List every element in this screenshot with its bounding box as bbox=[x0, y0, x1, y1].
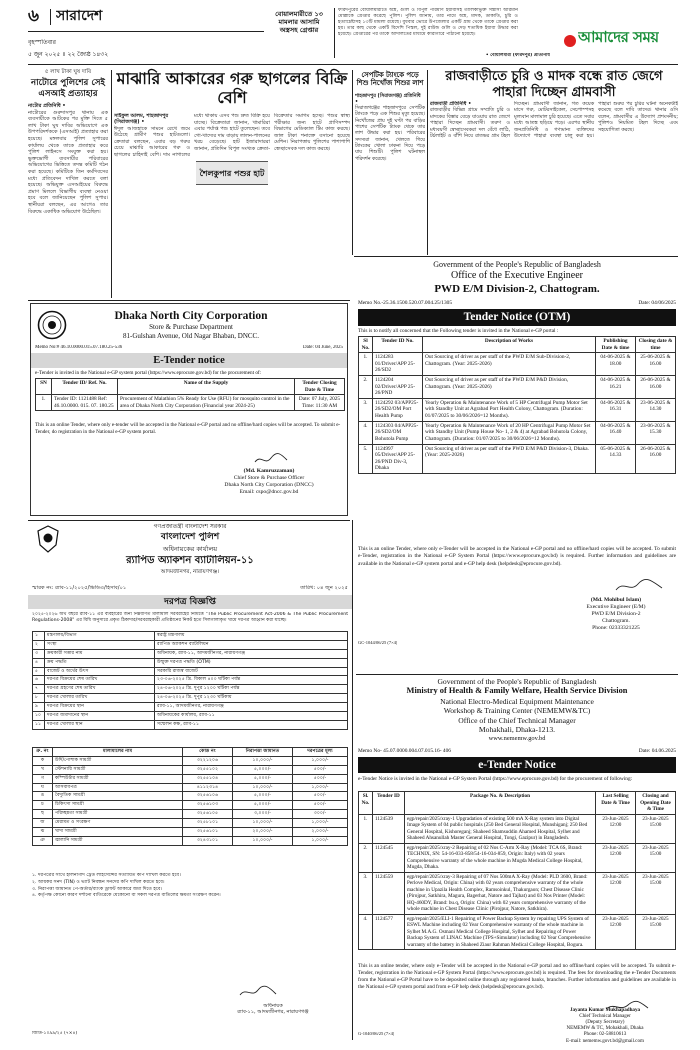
rab-gov: গণপ্রজাতন্ত্রী বাংলাদেশ সরকার bbox=[153, 523, 227, 530]
dncc-col-supply: Name of the Supply bbox=[118, 379, 295, 395]
pwd-date: Date: 04/06/2025 bbox=[638, 300, 676, 306]
rab-info-value: র‍্যাব-১১, আদমজীনগর, নারায়ণগঞ্জ bbox=[155, 703, 348, 712]
nemew-row-id: 1124545 bbox=[373, 843, 405, 872]
septic-headline: সেপটিক ট্যাংকে পড়ে শিশু নিখোঁজ শিশুর লাশ bbox=[356, 71, 424, 88]
pwd-signer-phone: Phone: 02333321225 bbox=[592, 624, 640, 631]
dncc-tender-notice bbox=[30, 303, 348, 516]
dncc-emblem-icon bbox=[37, 310, 67, 340]
issue-date: ৫ জুন ২০২৫ ॥ ২২ জ্যৈষ্ঠ ১৪৩২ bbox=[28, 51, 109, 58]
pwd-title: Tender Notice (OTM) bbox=[358, 309, 676, 326]
pwd-row-pub: 04-06-2025 & 18.00 bbox=[596, 353, 636, 376]
dncc-row-closing: Date: 07 July, 2025 Time: 11:30 AM bbox=[295, 395, 345, 411]
rajbari-body: রাজবাড়ীর বিভিন্ন গ্রামে সম্প্রতি চুরি ও মাদকের বিস্তার বেড়ে যাওয়ায় রাত জেগে পাহারা দিচ্ছেন গ্রামবাসী। তরুণ ও মধ্যবয়সী স্বেচ্ছাসেবকরা দল বেঁধে লাঠি, টর্চলাইট ও বাঁশি নিয়ে রাতভর গ্রাম টহল দিচ্ছেন। গ্রামবাসী জানান, গত কয়েক মাসে গরু, মোটরসাইকেল, সেচপাম্পসহ মূল্যবান মালামাল চুরি হয়েছে। এতে সবার মধ্যে আতঙ্ক ছড়িয়ে পড়ে। এরপর স্থানীয় জনপ্রতিনিধি ও গণ্যমান্য ব্যক্তিদের উদ্যোগে পাহারা ব্যবস্থা চালু করা হয়। পাহারা শুরুর পর চুরির ঘটনা অনেকটাই কমেছে বলে দাবি তাদের। থানার ওসি বলেন, গ্রামবাসীর এ উদ্যোগ প্রশংসনীয়; পুলিশও নিয়মিত টহল দিচ্ছে এবং সহযোগিতা করছে। bbox=[430, 101, 678, 140]
nemew-row-desc: egp/repair/2025/ELI-1 Repairing of Power Backup System by repairing UPS System of ESWL Machine including 02 Year Comprehensive warranty of the whole machine in Sylhet M.A.G. Osmani Medical College Hospital, Sylhet and Repairing of Power Backup System of LINAC Machine (TPS+Simulator) including 02 Year Comprehensive warranty of the battery in Shaheed Ziaur Rahman Medical College Hospital, Bogura. bbox=[405, 914, 596, 950]
table-row bbox=[33, 827, 348, 836]
nemew-row-id: 1124559 bbox=[373, 872, 405, 914]
section-name: সারাদেশ bbox=[56, 8, 103, 24]
nemew-row-id: 1124577 bbox=[373, 914, 405, 950]
table-row bbox=[33, 667, 348, 676]
pwd-gov: Government of the People's Republic of Bangladesh bbox=[433, 260, 601, 269]
rab-item-code: ৩২৫৬১০৫ bbox=[183, 810, 233, 819]
pwd-row-sl: 2. bbox=[359, 376, 373, 399]
brief-body: ফরিদপুরের বোয়ালমারীতে অস্ত্র, গুলি ও বিপুল পরিমাণ ইয়াবাসহ তালিকাভুক্ত সন্ত্রাসী আরমান মোল্লাকে গ্রেপ্তার করেছে পুলিশ। পুলিশ জানায়, তার নামে অস্ত্র, মাদক, ডাকাতি, চুরি ও হত্যাচেষ্টাসহ ১৩টি মামলা রয়েছে। বুধবার ভোরে উপজেলার একটি গ্রাম থেকে তাকে গ্রেপ্তার করা হয়। তার কাছ থেকে একটি বিদেশি পিস্তল, দুই রাউন্ড গুলি ও দেড় শতাধিক ইয়াবা উদ্ধার করা হয়েছে। গ্রেপ্তারের পর তাকে আদালতের মাধ্যমে কারাগারে পাঠানো হয়েছে। bbox=[338, 8, 518, 38]
nemew-date: Date: 04.06.2025 bbox=[638, 748, 676, 754]
rab-info-label: দরপত্র জমাদানের স্থান bbox=[45, 711, 155, 720]
pwd-row-desc: Out Sourcing of driver as per staff of the PWD E/M P&D Division, Chattogram. (Year: 2025-2026) bbox=[423, 376, 596, 399]
dncc-dept: Store & Purchase Department bbox=[149, 323, 233, 331]
rab-memo: স্মারক নং: র‍্যাব-১১/২০২৫/ভিডিএ/হিসাব/০১ bbox=[32, 585, 127, 591]
rab-col-num: ক্র. নং bbox=[33, 748, 53, 757]
rab-note: ২. আয়কর সনদ (TIN) ও ভ্যাট নিবন্ধন সনদের কপি দাখিল করতে হবে। bbox=[32, 879, 165, 885]
rab-info-label: সংস্থা bbox=[45, 640, 155, 649]
rab-item-price: ৫০০/- bbox=[293, 792, 348, 801]
rab-item-code: ৪১১২৩১৪ bbox=[183, 783, 233, 792]
pwd-row-desc: Out Sourcing of driver as per staff of the PWD E/M P&D Division-3, Dhaka. (Year: 2025-2026) bbox=[423, 444, 596, 473]
rab-code: জিডি-১০৯৯/২৫ (৭×৪) bbox=[32, 1031, 78, 1036]
rab-info-value: ২৪-০৬-২০২৫ খ্রি. দুপুর ১২৩০ ঘটিকায় bbox=[155, 694, 348, 703]
table-row bbox=[33, 640, 348, 649]
rab-item-code: ৩২৫৫১০২ bbox=[183, 765, 233, 774]
rab-item-name: জ্বালানি সামগ্রী bbox=[53, 836, 183, 845]
rab-info-value: ২৩-০৬-২০২৫ খ্রি. বিকাল ৪০০ ঘটিকা পর্যন্ত bbox=[155, 676, 348, 685]
table-row bbox=[33, 649, 348, 658]
nemew-web: www.nememw.gov.bd bbox=[488, 734, 546, 742]
nemew-signer-name: Jayanta Kumar Mukhapadhaya bbox=[569, 1007, 641, 1013]
rab-info-table bbox=[32, 631, 348, 730]
pwd-row-close: 26-06-2025 & 16.00 bbox=[636, 444, 676, 473]
pwd-col-desc: Description of Works bbox=[423, 337, 596, 353]
dncc-row-sn: 1. bbox=[36, 395, 52, 411]
rab-item-code: ৩২২১২০৬ bbox=[183, 756, 233, 765]
logo-text: আমাদের সময় bbox=[578, 28, 659, 46]
newspaper-logo bbox=[560, 20, 678, 60]
nemew-title: e-Tender Notice bbox=[358, 757, 676, 773]
table-row bbox=[33, 765, 348, 774]
rab-item-name: উর্দি/পোশাক সামগ্রী bbox=[53, 756, 183, 765]
pwd-row-close: 23-06-2025 & 14.30 bbox=[636, 398, 676, 421]
pwd-table bbox=[358, 336, 676, 474]
rab-info-num: ৩ bbox=[33, 649, 45, 658]
pwd-row-sl: 3. bbox=[359, 398, 373, 421]
table-row bbox=[33, 720, 348, 729]
rab-info-num: ১ bbox=[33, 632, 45, 641]
rajbari-byline: রাজবাড়ী প্রতিনিধি • bbox=[430, 101, 472, 107]
rab-item-num: খ bbox=[33, 765, 53, 774]
pwd-row-pub: 05-06-2025 & 14.33 bbox=[596, 444, 636, 473]
table-row bbox=[33, 792, 348, 801]
pwd-row-desc: Out Sourcing of driver as per staff of the PWD E/M Sub-Division-2, Chattogram. (Year: 2025-2026) bbox=[423, 353, 596, 376]
rab-info-num: ৮ bbox=[33, 694, 45, 703]
dncc-intro: e-Tender is invited in the National e-GP system portal (https://www.eprocure.gov.bd) for the procurement of: bbox=[35, 370, 262, 376]
rab-info-label: ক্রয় পদ্ধতি bbox=[45, 658, 155, 667]
natore-headline: নাটোরে পুলিশের সেই এসআই প্রত্যাহার bbox=[30, 77, 105, 99]
nemew-center-1: National Electro-Medical Equipment Maintenance bbox=[440, 696, 594, 706]
rab-item-price: ১,০০০/- bbox=[293, 819, 348, 828]
nemew-row-sell: 23-Jun-2025 12:00 bbox=[596, 843, 636, 872]
rab-info-num: ৯ bbox=[33, 703, 45, 712]
rab-info-value: স্বরাষ্ট্র মন্ত্রণালয় bbox=[155, 632, 348, 641]
dncc-row-supply: Procurement of Malathion 5% Ready for Use (RFU) for mosquito control in the area of Dhaka North City Corporation (Financial year 2024-25) bbox=[118, 395, 295, 411]
rab-place: আদমজীনগর, নারায়ণগঞ্জ। bbox=[160, 569, 220, 575]
nemew-gov: Government of the People's Republic of Bangladesh bbox=[437, 677, 597, 686]
brief-headline-line-3: অস্ত্রসহ গ্রেপ্তার bbox=[279, 26, 319, 35]
table-row bbox=[33, 711, 348, 720]
issue-day: বৃহস্পতিবার bbox=[28, 39, 56, 46]
table-row bbox=[359, 398, 676, 421]
rab-info-value: অধিনায়ক, র‍্যাব-১১, আদমজীনগর, নারায়ণগঞ্জ bbox=[155, 649, 348, 658]
rab-item-price: ৫০০/- bbox=[293, 765, 348, 774]
rab-items-table bbox=[32, 747, 348, 846]
nemew-row-close: 23-Jun-2025 15:00 bbox=[636, 872, 676, 914]
table-row bbox=[36, 395, 345, 411]
dncc-org: Dhaka North City Corporation bbox=[114, 310, 268, 322]
pwd-col-sl: Sl No. bbox=[359, 337, 373, 353]
rab-item-price: ১,০০০/- bbox=[293, 783, 348, 792]
nemew-row-sl: 4. bbox=[359, 914, 373, 950]
rab-info-num: ৭ bbox=[33, 685, 45, 694]
rab-item-security: ৫,০০০/- bbox=[233, 765, 293, 774]
rab-col-code: কোড নং bbox=[183, 748, 233, 757]
rab-info-num: ১১ bbox=[33, 720, 45, 729]
rab-item-price: ১,০০০/- bbox=[293, 836, 348, 845]
rab-info-label: দরপত্র গ্রহণের শেষ তারিখ bbox=[45, 685, 155, 694]
nemew-row-sell: 23-Jun-2025 12:00 bbox=[596, 814, 636, 843]
dncc-col-sn: SN bbox=[36, 379, 52, 395]
table-row bbox=[359, 872, 676, 914]
nemew-col-desc: Package No. & Description bbox=[405, 792, 596, 815]
rab-item-code: ৩২৪৩১০১ bbox=[183, 836, 233, 845]
nemew-row-desc: egp/repair/2025/xray-1 Upgradation of existing 500 mA X-Ray system into Digital Image System of 04 public hospitals (250 Bed General Hospital, Munshiganj; 250 Bed General Hospital, Kishoreganj; Shaheed Shamsuddin Ahamed Hospital, Sylhet and Shaheed Ahsanullah Master General Hospital, Tongi, Gazipur) in Bangladesh. bbox=[405, 814, 596, 843]
dncc-row-ref: Tender ID: 1121488 Ref: 46.10.0000. 015. 07. 180.25 bbox=[52, 395, 118, 411]
rab-item-price: ৫০০/- bbox=[293, 774, 348, 783]
table-row bbox=[33, 676, 348, 685]
rab-item-price: ২,০০০/- bbox=[293, 827, 348, 836]
rab-item-security: ১০,০০০/- bbox=[233, 819, 293, 828]
pwd-signer-div: PWD E/M Division-2 bbox=[591, 610, 641, 617]
nemew-memo: Memo No- 45.07.0000.004.07.015.16- 406 bbox=[358, 748, 451, 754]
story-rajbari bbox=[430, 67, 678, 257]
nemew-row-close: 23-Jun-2025 15:00 bbox=[636, 814, 676, 843]
nemew-row-sl: 3. bbox=[359, 872, 373, 914]
rab-item-price: ৩০০/- bbox=[293, 810, 348, 819]
story-natore bbox=[28, 67, 108, 302]
rab-police: বাংলাদেশ পুলিশ bbox=[160, 532, 220, 542]
nemew-row-close: 23-Jun-2025 15:00 bbox=[636, 914, 676, 950]
natore-kicker: ৫ লাখ টাকা ঘুষ দাবি bbox=[44, 69, 92, 75]
pwd-row-close: 26-06-2025 & 16.00 bbox=[636, 376, 676, 399]
rab-info-label: দরপত্র খোলার তারিখ bbox=[45, 694, 155, 703]
rab-item-name: খাদ্য সামগ্রী bbox=[53, 827, 183, 836]
rab-item-security: ১০,০০০/- bbox=[233, 783, 293, 792]
rab-item-name: কম্পিউটার সামগ্রী bbox=[53, 774, 183, 783]
pwd-col-pub: Publishing Date & time bbox=[596, 337, 636, 353]
table-row bbox=[33, 694, 348, 703]
rab-item-code: ৩২৫৬১০৩ bbox=[183, 801, 233, 810]
cattle-body: ঈদুল আজহাকে সামনে রেখে জমে উঠেছে গ্রামীণ পশুর হাটগুলো। ক্রেতারা বলছেন, এবার বড় গরুর চেয়ে মাঝারি আকারের গরু ও ছাগলের চাহিদাই বেশি। দাম নাগালের মধ্যে থাকায় এসব পশু দ্রুত বিক্রি হয়ে যাচ্ছে। বিক্রেতারা জানান, খামারিরা এবার পর্যাপ্ত পশু হাটে তুলেছেন। তবে গো-খাদ্যের দাম বাড়ায় লালন-পালনের খরচ বেড়েছে। হাট ইজারাদাররা জানান, প্রতিদিন বিপুল সংখ্যক ক্রেতা-বিক্রেতার সমাগম হচ্ছে। পশুর স্বাস্থ্য পরীক্ষার জন্য হাটে প্রাণিসম্পদ বিভাগের মেডিক্যাল টিম কাজ করছে। জাল টাকা শনাক্তে বসানো হয়েছে মেশিন। নিরাপত্তায় পুলিশের পাশাপাশি স্বেচ্ছাসেবক দল কাজ করছে। bbox=[114, 113, 350, 158]
pwd-row-close: 25-06-2025 & 16.00 bbox=[636, 353, 676, 376]
pwd-row-sl: 4. bbox=[359, 421, 373, 444]
dncc-signer-name: (Md. Kamruzzaman) bbox=[243, 468, 295, 474]
rab-item-name: বৈদ্যুতিক সামগ্রী bbox=[53, 792, 183, 801]
rab-tender-notice bbox=[28, 523, 352, 1045]
nemew-col-close: Closing and Opening Date & Time bbox=[636, 792, 676, 815]
table-row bbox=[33, 836, 348, 845]
rab-info-num: ৪ bbox=[33, 658, 45, 667]
pwd-row-id: 1124292 03/APP25-26/SD2/OM Port Health Pump bbox=[373, 398, 423, 421]
nemew-col-sl: Sl. No. bbox=[359, 792, 373, 815]
pwd-row-desc: Yearly Operation & Maintenance Work of 5 HP Centrifugal Pump Motor Set with Standby Unit at Agrabad Port Health Colony, Chattogram. (Duration: 01/07/2025 to 30/06/2026=12 Months). bbox=[423, 398, 596, 421]
dncc-signature bbox=[253, 452, 289, 466]
cattle-inset-box bbox=[196, 161, 268, 185]
rab-info-value: র‍্যাপিড অ্যাকশন ব্যাটালিয়ন bbox=[155, 640, 348, 649]
pwd-col-close: Closing date & time bbox=[636, 337, 676, 353]
brief-byline: • বোয়ালমারী (ফরিদপুর) প্রতিনিধি bbox=[485, 53, 550, 58]
brief-headline-line-1: বোয়ালমারীতে ১৩ bbox=[275, 10, 323, 18]
rab-info-value: ২৪-০৬-২০২৫ খ্রি. দুপুর ১২০০ ঘটিকা পর্যন্ত bbox=[155, 685, 348, 694]
nemew-signer-phone: Phone: 02-58810613 bbox=[583, 1031, 627, 1038]
rab-note: ৪. কর্তৃপক্ষ কোনো কারণ দর্শানো ব্যতিরেকে যেকোনো বা সকল দরপত্র বাতিলের ক্ষমতা সংরক্ষণ করেন। bbox=[32, 893, 221, 899]
rab-item-name: আসবাবপত্র bbox=[53, 783, 183, 792]
dncc-table bbox=[35, 378, 345, 411]
rab-item-num: ঝ bbox=[33, 827, 53, 836]
pwd-row-pub: 04-06-2025 & 16.40 bbox=[596, 421, 636, 444]
rab-info-num: ২ bbox=[33, 640, 45, 649]
dncc-signer-org: Dhaka North City Corporation (DNCC) bbox=[224, 481, 314, 488]
dncc-signer-title: Chief Store & Purchase Officer bbox=[233, 474, 305, 481]
pwd-row-pub: 04-06-2025 & 16.31 bbox=[596, 398, 636, 421]
brief-headline-line-2: মামলার আসামি bbox=[278, 18, 320, 27]
pwd-col-id: Tender ID No. bbox=[373, 337, 423, 353]
natore-body: নাটোরের গুরুদাসপুর থানায় এক ব্যবসায়ীকে আটকের পর মুক্তি দিতে ৫ লাখ টাকা ঘুষ দাবির অভিযোগে এক উপপরিদর্শককে (এসআই) প্রত্যাহার করা হয়েছে। মঙ্গলবার পুলিশ সুপারের কার্যালয় থেকে তাকে প্রত্যাহার করে পুলিশ লাইনসে সংযুক্ত করা হয়। ভুক্তভোগী ব্যবসায়ীর পরিবারের অভিযোগের ভিত্তিতে তদন্ত কমিটি গঠন করা হয়েছে। কমিটিকে তিন কর্মদিবসের মধ্যে প্রতিবেদন দাখিল করতে বলা হয়েছে। অভিযুক্ত এসআইয়ের বিরুদ্ধে প্রমাণ মিললে বিভাগীয় ব্যবস্থা নেওয়া হবে বলে জানিয়েছেন পুলিশ সুপার। স্থানীয়রা বলছেন, এর আগেও তার বিরুদ্ধে একাধিক অভিযোগ উঠেছিল। bbox=[28, 109, 108, 215]
rab-info-value: সরকারি রাজস্ব বাজেট bbox=[155, 667, 348, 676]
pwd-memo: Memo No.-25.36.1500.520.07.004.25/1305 bbox=[358, 300, 453, 306]
rab-office: অধিনায়কের কার্যালয় bbox=[162, 545, 218, 553]
table-row bbox=[33, 703, 348, 712]
table-row bbox=[359, 421, 676, 444]
rab-info-label: ক্রয়কারী সত্তার নাম bbox=[45, 649, 155, 658]
nemew-signer-deputy: (Deputy Secretary) bbox=[585, 1019, 625, 1026]
rab-info-value: উন্মুক্ত দরপত্র পদ্ধতি (OTM) bbox=[155, 658, 348, 667]
nemew-tender-notice bbox=[356, 677, 678, 1045]
nemew-col-sell: Last Selling Date & Time bbox=[596, 792, 636, 815]
page-number: ৬ bbox=[28, 6, 40, 26]
cattle-headline: মাঝারি আকারের গরু ছাগলের বিক্রি বেশি bbox=[116, 69, 348, 108]
rab-date: তারিখ: ০৪ জুন ২০২৫ bbox=[300, 585, 348, 591]
rab-item-name: পরিচ্ছন্নতা সামগ্রী bbox=[53, 810, 183, 819]
pwd-row-id: 1124204 02/Driver/APP 25-26/PND bbox=[373, 376, 423, 399]
pwd-signer-name: (Md. Mohibul Islam) bbox=[590, 597, 642, 603]
table-row bbox=[33, 658, 348, 667]
table-row bbox=[33, 685, 348, 694]
dncc-address: 81-Gulshan Avenue, Old Nagar Bhaban, DNCC. bbox=[123, 332, 259, 340]
pwd-row-sl: 5. bbox=[359, 444, 373, 473]
rab-item-price: ১,০০০/- bbox=[293, 756, 348, 765]
nemew-signer-email: E-mail: nememw.govt.bd@gmail.com bbox=[566, 1037, 644, 1044]
rab-signature bbox=[238, 985, 278, 999]
nemew-row-sell: 23-Jun-2025 12:00 bbox=[596, 914, 636, 950]
dncc-col-ref: Tender ID/ Ref. No. bbox=[52, 379, 118, 395]
top-brief-headline bbox=[266, 10, 332, 54]
rab-info-value: অধিনায়কের কার্যালয়, র‍্যাব-১১ bbox=[155, 711, 348, 720]
rab-info-value: সম্মেলন কক্ষ, র‍্যাব-১১ bbox=[155, 720, 348, 729]
nemew-row-desc: egp/repair/2025/xray-3 Repairing of 07 Nos 500mA X-Ray (Model: PLD 3600, Brand: Perlove Medical, Origin: China) with 02 years comprehensive warranty of the whole machine in Upazila Health Complex, Ramsoinkul, Thakurgaon; Chest Disease Clinic (Pirojpur, Satkhira, Magura, Bagerhat, Natore and Tajhat) and 03 Nos Printer (Model: HQ-460DY, Brand: bu.q, Origin: China) with 02 years comprehensive warranty of the whole machine in Chest Disease Clinic (Pirojpur, Natore, Satkhira). bbox=[405, 872, 596, 914]
nemew-center-2: Workshop & Training Center (NEMEMW&TC) bbox=[443, 706, 591, 716]
story-septic bbox=[355, 67, 425, 257]
cattle-byline: সাইফুল আলম, শাহজাদপুর (সিরাজগঞ্জ) • bbox=[114, 113, 169, 126]
rab-item-num: চ bbox=[33, 801, 53, 810]
table-row bbox=[33, 801, 348, 810]
nemew-col-id: Tender ID bbox=[373, 792, 405, 815]
nemew-code: G-1040/06/25 (7×4) bbox=[358, 1031, 395, 1036]
cattle-inset-label: শৈলকুপার পশুর হাট bbox=[199, 169, 265, 178]
masthead bbox=[28, 6, 264, 66]
pwd-office: Office of the Executive Engineer bbox=[451, 270, 583, 281]
rab-item-security: ২০,০০০/- bbox=[233, 827, 293, 836]
rab-col-security: নিরাপত্তা জামানত bbox=[233, 748, 293, 757]
rab-info-num: ৬ bbox=[33, 676, 45, 685]
rab-item-num: ঞ bbox=[33, 836, 53, 845]
pwd-signer-title: Executive Engineer (E/M) bbox=[586, 603, 646, 610]
table-row bbox=[359, 843, 676, 872]
rab-item-name: চিকিৎসা সামগ্রী bbox=[53, 801, 183, 810]
nemew-table bbox=[358, 791, 676, 950]
nemew-row-sl: 2. bbox=[359, 843, 373, 872]
rab-unit: র‍্যাপিড অ্যাকশন ব্যাটালিয়ন-১১ bbox=[126, 555, 254, 566]
septic-body: সিরাজগঞ্জের শাহজাদপুরে সেপটিক ট্যাংকে পড়ে এক শিশুর মৃত্যু হয়েছে। নিখোঁজের প্রায় দুই ঘণ্টা পর বাড়ির পাশের সেপটিক ট্যাংক থেকে তার লাশ উদ্ধার করা হয়। পরিবারের সদস্যরা জানান, খেলতে গিয়ে ট্যাংকের খোলা ঢাকনা দিয়ে পড়ে যায় শিশুটি। পুলিশ ঘটনাস্থল পরিদর্শন করেছে। bbox=[355, 105, 425, 162]
pwd-code: GC-1044/06/25 (7×4) bbox=[358, 640, 398, 645]
rab-item-num: গ bbox=[33, 774, 53, 783]
table-row bbox=[33, 632, 348, 641]
rab-item-num: ক bbox=[33, 756, 53, 765]
rab-item-num: ঙ bbox=[33, 792, 53, 801]
rab-item-security: ৫,০০০/- bbox=[233, 792, 293, 801]
rab-signer-unit: র‍্যাব-১১, আদমজীনগর, নারায়ণগঞ্জ bbox=[237, 1009, 309, 1016]
dncc-memo: Memo No:# 46.10.0000.015.07.180.25-536 bbox=[35, 345, 123, 350]
table-row bbox=[33, 774, 348, 783]
rab-info-num: ৫ bbox=[33, 667, 45, 676]
pwd-row-id: 1124303 04/APP25-26/SD2/OM Bohutola Pump bbox=[373, 421, 423, 444]
rajbari-headline: রাজবাড়ীতে চুরি ও মাদক বন্ধে রাত জেগে পাহারা দিচ্ছেন গ্রামবাসী bbox=[445, 69, 663, 101]
pwd-signature bbox=[614, 578, 664, 594]
pwd-row-close: 23-06-2025 & 15.30 bbox=[636, 421, 676, 444]
nemew-row-sell: 23-Jun-2025 12:00 bbox=[596, 872, 636, 914]
nemew-signer-org: NEMEMW & TC, Mohakhali, Dhaka bbox=[566, 1025, 644, 1032]
dncc-title: E-Tender notice bbox=[31, 353, 347, 368]
natore-byline: নাটোর প্রতিনিধি • bbox=[28, 103, 66, 110]
rab-note: ৩. নিরাপত্তা জামানত পে-অর্ডার/ব্যাংক ড্রাফট আকারে জমা দিতে হবে। bbox=[32, 886, 163, 892]
nemew-signer-title: Chief Technical Manager bbox=[579, 1013, 631, 1020]
rab-title: দরপত্র বিজ্ঞপ্তি bbox=[28, 595, 352, 609]
rab-item-security: ৫,০০০/- bbox=[233, 774, 293, 783]
table-row bbox=[359, 376, 676, 399]
table-row bbox=[33, 756, 348, 765]
nemew-intro: e-Tender Notice is invited in the National e-GP System Portal (https://www.eprocure.gov.bd) for the procurement of following: bbox=[358, 776, 633, 782]
pwd-footer: This is an online Tender, where only e-Tender will be accepted in the National e-GP portal and no offline/hard copies will be accepted. To submit e-Tender, registration in the National e-GP System Portal (https://www.eprocure.gov.bd) is required. Further information and guidelines are available in the National e-GP system portal and e-GP help desk (helpdesk@eprocure.gov.bd). bbox=[358, 546, 676, 567]
pwd-row-id: 1124283 01/Driver/APP 25-26/SD2 bbox=[373, 353, 423, 376]
police-emblem-icon bbox=[36, 525, 60, 553]
pwd-signer-city: Chattogram. bbox=[602, 617, 630, 624]
nemew-row-close: 23-Jun-2025 15:00 bbox=[636, 843, 676, 872]
rab-info-label: দরপত্র খোলার স্থান bbox=[45, 720, 155, 729]
table-row bbox=[33, 783, 348, 792]
rab-col-price: দরপত্রের মূল্য bbox=[293, 748, 348, 757]
dncc-footer: This is an online Tender, where only e-tender will be accepted in the National e-GP portal and no offline/hard copies will be accepted. To submit e-Tender, do registration in the National e-GP system portal. bbox=[35, 422, 341, 436]
rab-info-label: মন্ত্রণালয়/বিভাগ bbox=[45, 632, 155, 641]
rab-item-code: ৩২৫৬১০৬ bbox=[183, 792, 233, 801]
rab-item-security: ৩,০০০/- bbox=[233, 810, 293, 819]
dncc-col-closing: Tender Closing Date & Time bbox=[295, 379, 345, 395]
table-row bbox=[359, 814, 676, 843]
rab-item-name: স্টেশনারি সামগ্রী bbox=[53, 765, 183, 774]
rab-intro: ২০২৫-২০২৬ অর্থ বছরে র‍্যাব-১১ এর ব্যবহারের জন্য নিম্নবর্ণিত মালামাল সরবরাহের নিমিত্তে "The Public Procurement Act-2006 & The Public Procurement Regulations-2008" এর বিধি অনুসারে প্রকৃত ঠিকাদার/সরবরাহকারী প্রতিষ্ঠানের নিকট হতে সিলগালাকৃত খামে দরপত্র আহ্বান করা যাচ্ছে। bbox=[32, 612, 348, 623]
rab-item-security: ১০,০০০/- bbox=[233, 756, 293, 765]
rab-item-security: ৫,০০০/- bbox=[233, 801, 293, 810]
table-row bbox=[33, 810, 348, 819]
rab-item-code: ৩২৫৬১০১ bbox=[183, 827, 233, 836]
pwd-row-desc: Yearly Operation & Maintenance Work of 20 HP Centrifugal Pump Motor Set with Standby Unit (Pump House No- 1, 2 & 4) at Agrabad Bohutola Colony, Chattogram. (Duration: 01/07/2025 to 30/06/2026=12 Months). bbox=[423, 421, 596, 444]
rab-info-num: ১০ bbox=[33, 711, 45, 720]
table-row bbox=[359, 444, 676, 473]
rab-col-name: মালামালের নাম bbox=[53, 748, 183, 757]
rab-item-num: জ bbox=[33, 819, 53, 828]
pwd-row-id: 1124997 05/Driver/APP 25-26/PND Div-3, Dhaka bbox=[373, 444, 423, 473]
story-cattle bbox=[114, 67, 350, 302]
pwd-tender-notice bbox=[356, 260, 678, 673]
rab-item-security: ১০,০০০/- bbox=[233, 836, 293, 845]
nemew-office: Office of the Chief Technical Manager bbox=[458, 715, 576, 725]
septic-byline: শাহজাদপুর (সিরাজগঞ্জ) প্রতিনিধি • bbox=[355, 93, 421, 105]
dncc-signer-email: Email: cspo@dncc.gov.bd bbox=[239, 488, 299, 495]
pwd-row-pub: 04-06-2025 & 16.21 bbox=[596, 376, 636, 399]
rab-item-name: মেরামত ও সংরক্ষণ bbox=[53, 819, 183, 828]
table-row bbox=[33, 819, 348, 828]
rab-signer-role: অধিনায়ক bbox=[263, 1003, 283, 1009]
nemew-row-desc: egp/repair/2025/xray-2 Repairing of 02 Nos C-Arm X-Ray (Model: TCA 6S, Brand: TECHNIX, SN: 54-16-033-858/54-16-034-859, Origin: Italy) with 02 years Comprehensive warranty of the whole machine in Mugda Medical College Hospital, Mugda, Dhaka. bbox=[405, 843, 596, 872]
rab-info-label: বাজেট ও অর্থের উৎস bbox=[45, 667, 155, 676]
nemew-row-sl: 1. bbox=[359, 814, 373, 843]
rab-item-num: ঘ bbox=[33, 783, 53, 792]
rab-item-code: ৩২৫৫১০৪ bbox=[183, 774, 233, 783]
nemew-address: Mohakhali, Dhaka-1213. bbox=[478, 725, 556, 735]
table-row bbox=[359, 353, 676, 376]
pwd-row-sl: 1. bbox=[359, 353, 373, 376]
rab-info-label: দরপত্র বিক্রয়ের স্থান bbox=[45, 703, 155, 712]
rab-item-price: ৫০০/- bbox=[293, 801, 348, 810]
nemew-row-id: 1124539 bbox=[373, 814, 405, 843]
nemew-ministry: Ministry of Health & Family Welfare, Health Service Division bbox=[406, 686, 628, 696]
rab-item-num: ছ bbox=[33, 810, 53, 819]
nemew-footer: This is an online tender, where only e-Tender will be accepted in the National e-GP portal and no offline/hard copies will be accepted. To submit e-Tender, registration in the National e-GP System Portal (https://www.eprocure.gov.bd) is required. The fees for downloading the e-Tender Documents from the National e-GP Portal have to be deposited online through any registered banks, branches. Further information and guidelines are available in the National e-GP system portal and from e-GP help desk (helpdesk@eprocure.gov.bd). bbox=[358, 963, 676, 990]
rab-item-code: ৩২৫৮১০১ bbox=[183, 819, 233, 828]
dncc-date: Date: 04 June, 2025 bbox=[303, 345, 343, 350]
pwd-intro: This is to notify all concerned that the Following tender is invited in the National e-GP portal : bbox=[358, 328, 559, 334]
pwd-division: PWD E/M Division-2, Chattogram. bbox=[434, 282, 600, 295]
rab-note: ১. দরপত্রের সাথে হালনাগাদ ট্রেড লাইসেন্সের সত্যায়িত কপি দাখিল করতে হবে। bbox=[32, 873, 181, 878]
table-row bbox=[359, 914, 676, 950]
rab-info-label: দরপত্র বিক্রয়ের শেষ তারিখ bbox=[45, 676, 155, 685]
